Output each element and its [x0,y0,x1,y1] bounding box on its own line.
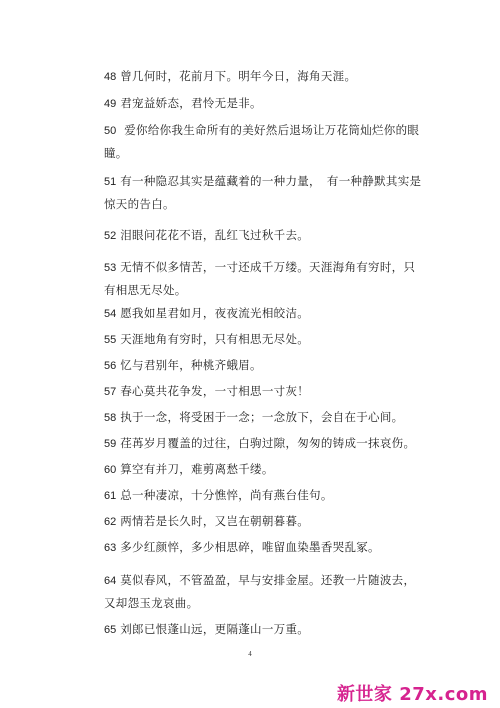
entry-number: 59 [104,438,117,450]
entry-number: 49 [104,98,117,110]
entry-text: 有一种隐忍其实是蕴藏着的一种力量， 有一种静默其实是惊天的告白。 [104,174,422,211]
entry-text: 两情若是长久时，又岂在朝朝暮暮。 [120,514,310,528]
entry-55 [104,328,424,351]
entry-number: 65 [104,624,117,636]
entry-number: 57 [104,386,117,398]
entry-60 [104,458,424,481]
entry-number: 50 [104,125,117,137]
entry-63 [104,536,424,559]
entry-65 [104,618,424,641]
entry-59 [104,432,424,455]
entry-number: 56 [104,360,117,372]
entry-number: 62 [104,516,117,528]
entry-text: 愿我如星君如月，夜夜流光相皎洁。 [120,306,310,320]
entry-number: 55 [104,334,117,346]
entry-number: 48 [104,71,117,83]
entry-52 [104,224,424,247]
entry-57 [104,380,424,403]
entry-number: 60 [104,464,117,476]
entry-number: 63 [104,542,117,554]
entry-50 [104,119,424,164]
entry-number: 64 [104,575,117,587]
entry-51 [104,170,424,215]
entry-number: 61 [104,490,117,502]
entry-64 [104,569,424,614]
entry-text: 莫似春风，不管盈盈，早与安排金屋。还教一片随波去，又却怨玉龙哀曲。 [104,573,416,610]
site-watermark: 新世家 27x.com [336,684,488,705]
entry-text: 曾几何时，花前月下。明年今日，海角天涯。 [120,69,357,83]
entry-text: 刘郎已恨蓬山远，更隔蓬山一万重。 [120,622,310,636]
entry-text: 泪眼问花花不语，乱红飞过秋千去。 [120,228,310,242]
entry-53 [104,256,424,301]
entry-text: 天涯地角有穷时，只有相思无尽处。 [120,332,310,346]
entry-61 [104,484,424,507]
entry-text: 君宠益娇态，君怜无是非。 [120,96,262,110]
entry-number: 53 [104,262,117,274]
entry-text: 爱你给你我生命所有的美好然后退场让万花筒灿烂你的眼瞳。 [104,123,420,160]
page-number: 4 [248,650,252,658]
entry-text: 无情不似多情苦，一寸还成千万缕。天涯海角有穷时，只有相思无尽处。 [104,260,416,297]
entry-number: 54 [104,308,117,320]
entry-56 [104,354,424,377]
entry-58 [104,406,424,429]
entry-text: 总一种凄凉，十分憔悴，尚有燕台佳句。 [120,488,333,502]
entry-number: 52 [104,230,117,242]
entry-text: 荏苒岁月覆盖的过往，白驹过隙，匆匆的铸成一抹哀伤。 [120,436,416,450]
entry-text: 多少红颜悴，多少相思碎，唯留血染墨香哭乱冢。 [120,540,380,554]
entry-text: 春心莫共花争发，一寸相思一寸灰！ [120,384,310,398]
entry-62 [104,510,424,533]
entry-text: 忆与君别年，种桃齐蛾眉。 [120,358,262,372]
entry-48 [104,65,424,88]
entry-number: 51 [104,176,117,188]
entry-text: 算空有并刀，难剪离愁千缕。 [120,462,274,476]
entry-number: 58 [104,412,117,424]
entry-54 [104,302,424,325]
entry-49 [104,92,424,115]
entry-text: 执于一念，将受困于一念；一念放下，会自在于心间。 [120,410,404,424]
